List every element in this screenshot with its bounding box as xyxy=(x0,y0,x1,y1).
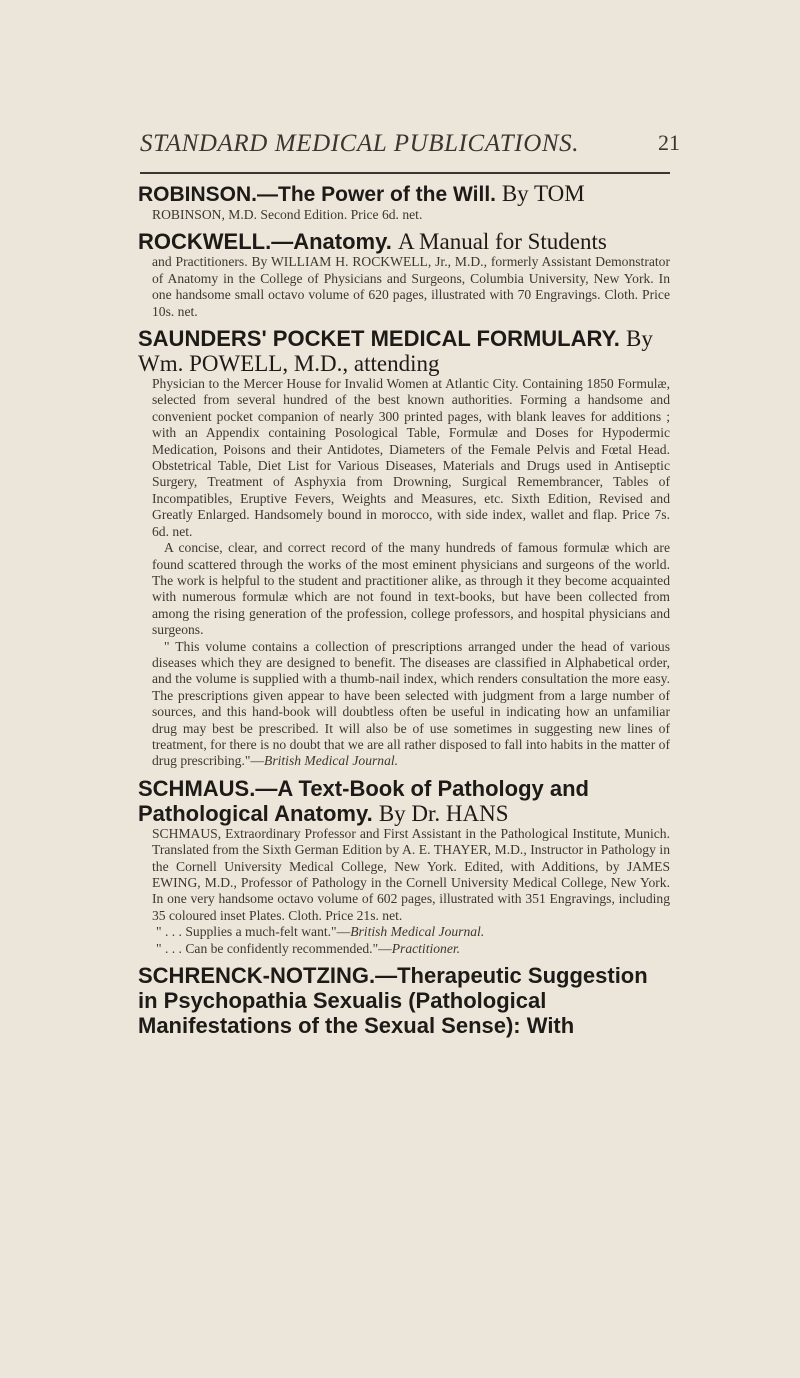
entry-title: ROBINSON.—The Power of the Will. xyxy=(138,183,496,206)
review-text: " This volume contains a collection of prescriptions arranged under the head of various diseases which they are designed to benefit. The diseases are classified in Alphabetical order, and the volume is supplied with a thumb-nail index, which renders consultation the more easy. The prescriptions given appear to have been selected with judgment from a large number of sources, and this hand-book will doubtless often be useful in indicating how an unfamiliar drug may best be prescribed. It will also be of use sometimes in suggesting new lines of treatment, for there is no doubt that we are all rather disposed to fall into habits in the matter of drug prescribing."— xyxy=(152,638,670,769)
header-rule xyxy=(140,172,670,174)
entry-rockwell xyxy=(138,229,670,320)
entry-title: ROCKWELL.—Anatomy. xyxy=(138,229,392,255)
entry-schmaus xyxy=(138,776,670,957)
entry-heading-tail: By TOM xyxy=(501,181,585,206)
entry-heading xyxy=(138,182,670,207)
entry-title: SCHMAUS.—A Text-Book of Pathology and Pathological Anatomy. xyxy=(138,775,589,826)
review-text: " . . . Can be confidently recommended."— xyxy=(156,940,392,956)
running-title: STANDARD MEDICAL PUBLICATIONS. xyxy=(140,130,580,157)
running-head xyxy=(140,130,680,164)
entry-heading xyxy=(138,776,670,826)
entry-heading-tail: By Wm. POWELL, M.D., attending xyxy=(138,326,653,377)
review-source: British Medical Journal. xyxy=(350,924,485,940)
entry-title: SAUNDERS' POCKET MEDICAL FORMULARY. xyxy=(138,326,620,352)
entry-description: A concise, clear, and correct record of the many hundreds of famous formulæ which are found scattered through the works of the most eminent physicians and surgeons of the world. The work is helpful to the student and practitioner alike, as through it they become acquainted with numerous formulæ which are not found in text-books, but have been collected from among the rising generation of the profession, college professors, and hospital physicians and surgeons. xyxy=(152,540,670,638)
entry-schrenck-notzing xyxy=(138,963,670,1038)
entry-body: ROBINSON, M.D. Second Edition. Price 6d. net. xyxy=(152,207,423,222)
entry-saunders-formulary xyxy=(138,326,670,770)
entry-heading xyxy=(138,229,670,254)
entry-title: SCHRENCK-NOTZING.—Therapeutic Suggestion in Psychopathia Sexualis (Pathological Manifestations of the Sexual Sense): With xyxy=(138,963,648,1039)
review-source: British Medical Journal. xyxy=(264,753,399,769)
entry-heading xyxy=(138,963,670,1038)
page-number: 21 xyxy=(658,130,680,155)
entry-review xyxy=(138,941,670,957)
entry-heading xyxy=(138,326,670,376)
entry-body: and Practitioners. By WILLIAM H. ROCKWELL, Jr., M.D., formerly Assistant Demonstrator of Anatomy in the College of Physicians and Surgeons, Columbia University, New York. In one handsome small octavo volume of 620 pages, illustrated with 70 Engravings. Cloth. Price 10s. net. xyxy=(152,254,670,319)
entry-robinson xyxy=(138,182,670,223)
entry-body: SCHMAUS, Extraordinary Professor and First Assistant in the Pathological Institute, Munich. Translated from the Sixth German Edition by A. E. THAYER, M.D., Instructor in Pathology in the Cornell University Medical College, New York. Edited, with Additions, by JAMES EWING, M.D., Professor of Pathology in the Cornell University Medical College, New York. In one very handsome octavo volume of 602 pages, illustrated with 351 Engravings, including 35 coloured inset Plates. Cloth. Price 21s. net. xyxy=(152,825,670,923)
entry-heading-tail: A Manual for Students xyxy=(397,229,607,255)
entry-heading-tail: By Dr. HANS xyxy=(378,800,509,826)
entry-review xyxy=(138,924,670,940)
entry-review xyxy=(138,639,670,770)
review-source: Practitioner. xyxy=(391,940,461,956)
review-text: " . . . Supplies a much-felt want."— xyxy=(156,924,351,940)
entry-body: Physician to the Mercer House for Invalid Women at Atlantic City. Containing 1850 Formulæ, selected from several hundred of the best known authorities. Forming a handsome and convenient pocket companion of nearly 300 printed pages, with blank leaves for additions ; with an Appendix containing Posological Table, Formulæ and Doses for Hypodermic Medication, Poisons and their Antidotes, Diameters of the Female Pelvis and Fœtal Head. Obstetrical Table, Diet List for Various Diseases, Materials and Drugs used in Antiseptic Surgery, Treatment of Asphyxia from Drowning, Surgical Remembrancer, Tables of Incompatibles, Eruptive Fevers, Weights and Measures, etc. Sixth Edition, Revised and Greatly Enlarged. Handsomely bound in morocco, with side index, wallet and flap. Price 7s. 6d. net. xyxy=(152,376,670,539)
catalogue-entries xyxy=(138,182,670,1044)
